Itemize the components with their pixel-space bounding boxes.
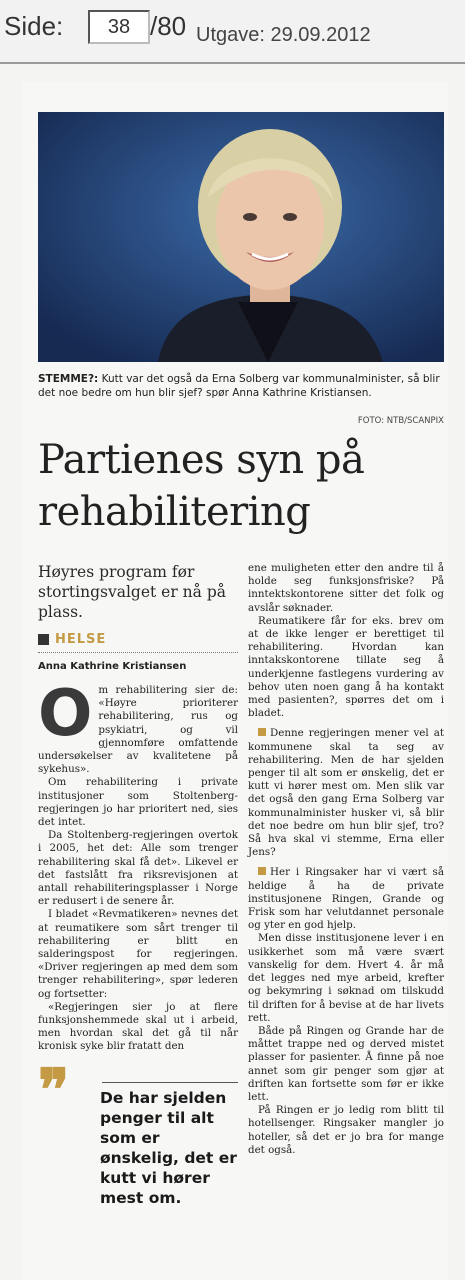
caption-lead: STEMME?: <box>38 373 99 385</box>
headline-line: Partienes syn på <box>38 437 365 483</box>
paragraph: På Ringen er jo ledig rom blitt til hotellsenger. Ringsaker mangler jo hoteller, så det er jo bra for mange det også. <box>248 1104 444 1156</box>
headline <box>38 434 448 538</box>
paragraph: Her i Ringsaker har vi vært så heldige å ha de private institusjonene Ringen, Grande og Frisk som har velutdannet personale og yter en god hjelp. <box>248 866 444 932</box>
paragraph: Om rehabilitering i private institusjoner som Stoltenberg-regjeringen jo har prioritert ned, sies det intet. <box>38 776 238 829</box>
page-total: /80 <box>150 11 187 41</box>
headline-line: rehabilitering <box>38 489 311 535</box>
paragraph: Denne regjeringen mener vel at kommunene skal ta seg av rehabilitering. Men de har sjelden penger til alt som er ønskelig, det er kutt vi hører mest om. Men slik var det også den gang Erna Solberg var kommunalminister husker vi, så blir det noe bedre om hun blir sjef, tro? Så hva skal vi stemme, Erna eller Jens? <box>248 727 444 859</box>
caption-text: Kutt var det også da Erna Solberg var kommunalminister, så blir det noe bedre om hun blir sjef? spør Anna Kathrine Kristiansen. <box>38 373 440 399</box>
pull-quote-text: De har sjelden penger til alt som er ønskelig, det er kutt vi hører mest om. <box>100 1088 237 1207</box>
pull-quote <box>38 1055 238 1208</box>
section-square-icon <box>38 634 49 645</box>
quote-mark-icon: ❞ <box>38 1055 70 1124</box>
paragraph: Men disse institusjonene lever i en usikkerhet som må være svært vanskelig for dem. Hvert 4. år må det legges ned mye arbeid, krefter og bekymring i søknad om tilskudd til driften for å bevise at de har livets rett. <box>248 932 444 1024</box>
paragraph: ene muligheten etter den andre til å holde seg funksjonsfriske? På inntektskontorene sitter det folk og avslår søknader. <box>248 562 444 614</box>
body-text-left <box>38 677 238 1054</box>
dropcap: O <box>38 677 93 751</box>
ingress: Høyres program før stortingsvalget er nå på plass. <box>38 563 226 621</box>
right-column <box>248 562 444 1157</box>
paragraph: «Regjeringen sier jo at flere funksjonshemmede skal ut i arbeid, men hvordan skal det gå til når kronisk syke blir fratatt den <box>38 1000 238 1053</box>
paragraph: I bladet «Revmatikeren» nevnes det at reumatikere som sårt trenger til rehabilitering er blitt en salderingspost for regjeringen. «Driver regjeringen ap med dem som trenger rehabilitering», spør lederen og fortsetter: <box>38 908 238 1000</box>
section-label: HELSE <box>55 632 107 647</box>
section-tag <box>38 632 238 653</box>
left-column <box>38 562 238 1208</box>
photo-caption <box>38 372 444 400</box>
paragraph: Da Stoltenberg-regjeringen overtok i 2005, het det: Alle som trenger rehabilitering skal få det». Likevel er det fastslått fra riksrevisjonen at antall rehabiliteringsplasser i Norge er redusert i de senere år. <box>38 829 238 908</box>
paragraph: Reumatikere får for eks. brev om at de ikke lenger er berettiget til rehabilitering. Hvordan kan inntakskontorene tillate seg å underkjenne fastlegens vurdering av behov uten noen gang å ha kontakt med pasienten?, spørres det om i bladet. <box>248 614 444 720</box>
edition-date: Utgave: 29.09.2012 <box>196 24 371 46</box>
paragraph-marker-icon <box>258 867 266 875</box>
page-label: Side: <box>4 11 64 41</box>
byline: Anna Kathrine Kristiansen <box>38 661 187 672</box>
paragraph: Både på Ringen og Grande har de måttet trappe ned og derved mistet plasser for pasienter. Å finne på noe annet som gir penger som gjør at driften kan fortsette som før er ikke lett. <box>248 1024 444 1103</box>
portrait-illustration <box>38 112 444 362</box>
photo-credit: FOTO: NTB/SCANPIX <box>357 416 444 426</box>
quote-divider <box>102 1082 238 1083</box>
viewer-toolbar <box>0 0 465 64</box>
article-photo <box>38 112 444 362</box>
paragraph: Om rehabilitering sier de: «Høyre prioriterer rehabilitering, rus og psykiatri, og vil gjennomføre omfattende undersøkelser av kvalitetene på sykehus». <box>38 677 238 776</box>
page-number-input[interactable]: 38 <box>88 10 150 44</box>
article-page <box>22 82 448 1280</box>
paragraph-marker-icon <box>258 728 266 736</box>
